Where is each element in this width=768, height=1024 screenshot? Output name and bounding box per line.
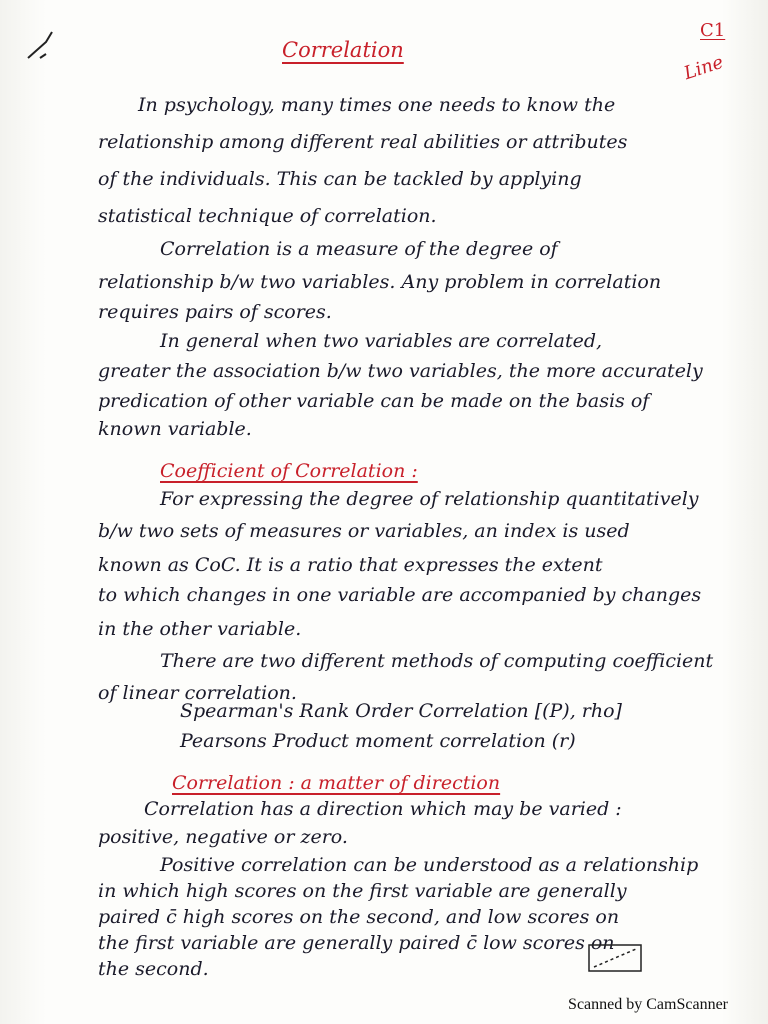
- methods-intro-line-2: of linear correlation.: [98, 682, 297, 704]
- general-line-4: known variable.: [98, 418, 252, 440]
- positive-line-5: the second.: [98, 958, 209, 980]
- general-line-3: predication of other variable can be made on the basis of: [98, 390, 650, 412]
- coefficient-line-1: For expressing the degree of relationship quantitatively: [160, 488, 699, 510]
- coefficient-heading: Coefficient of Correlation :: [160, 460, 418, 482]
- general-line-2: greater the association b/w two variables, the more accurately: [98, 360, 703, 382]
- method-spearman: Spearman's Rank Order Correlation [(P), rho]: [180, 700, 622, 722]
- positive-line-1: Positive correlation can be understood as a relationship: [160, 854, 699, 876]
- intro-line-2: relationship among different real abilities or attributes: [98, 131, 628, 153]
- page-number: C1: [700, 20, 726, 41]
- coefficient-line-3: known as CoC. It is a ratio that expresses the extent: [98, 554, 603, 576]
- methods-intro-line-1: There are two different methods of computing coefficient: [160, 650, 714, 672]
- intro-line-3: of the individuals. This can be tackled by applying: [98, 168, 582, 190]
- coefficient-line-5: in the other variable.: [98, 618, 302, 640]
- definition-line-3: requires pairs of scores.: [98, 301, 332, 323]
- scanner-footer: Scanned by CamScanner: [568, 996, 728, 1013]
- corner-tick-mark: [24, 28, 64, 62]
- page-title: Correlation: [282, 38, 404, 62]
- coefficient-line-2: b/w two sets of measures or variables, an index is used: [98, 520, 630, 542]
- definition-line-2: relationship b/w two variables. Any problem in correlation: [98, 271, 662, 293]
- coefficient-line-4: to which changes in one variable are accompanied by changes: [98, 584, 702, 606]
- definition-line-1: Correlation is a measure of the degree of: [160, 238, 558, 260]
- method-pearson: Pearsons Product moment correlation (r): [180, 730, 576, 752]
- positive-correlation-sketch: [588, 944, 644, 974]
- intro-line-4: statistical technique of correlation.: [98, 205, 437, 227]
- direction-line-2: positive, negative or zero.: [98, 826, 348, 848]
- direction-heading: Correlation : a matter of direction: [172, 772, 501, 794]
- margin-note: Line: [681, 51, 726, 85]
- positive-line-4: the first variable are generally paired c̄ low scores on: [98, 932, 615, 954]
- positive-line-3: paired c̄ high scores on the second, and low scores on: [98, 906, 620, 928]
- intro-line-1: In psychology, many times one needs to know the: [138, 94, 616, 116]
- positive-line-2: in which high scores on the first variable are generally: [98, 880, 627, 902]
- general-line-1: In general when two variables are correlated,: [160, 330, 603, 352]
- direction-line-1: Correlation has a direction which may be varied :: [144, 798, 622, 820]
